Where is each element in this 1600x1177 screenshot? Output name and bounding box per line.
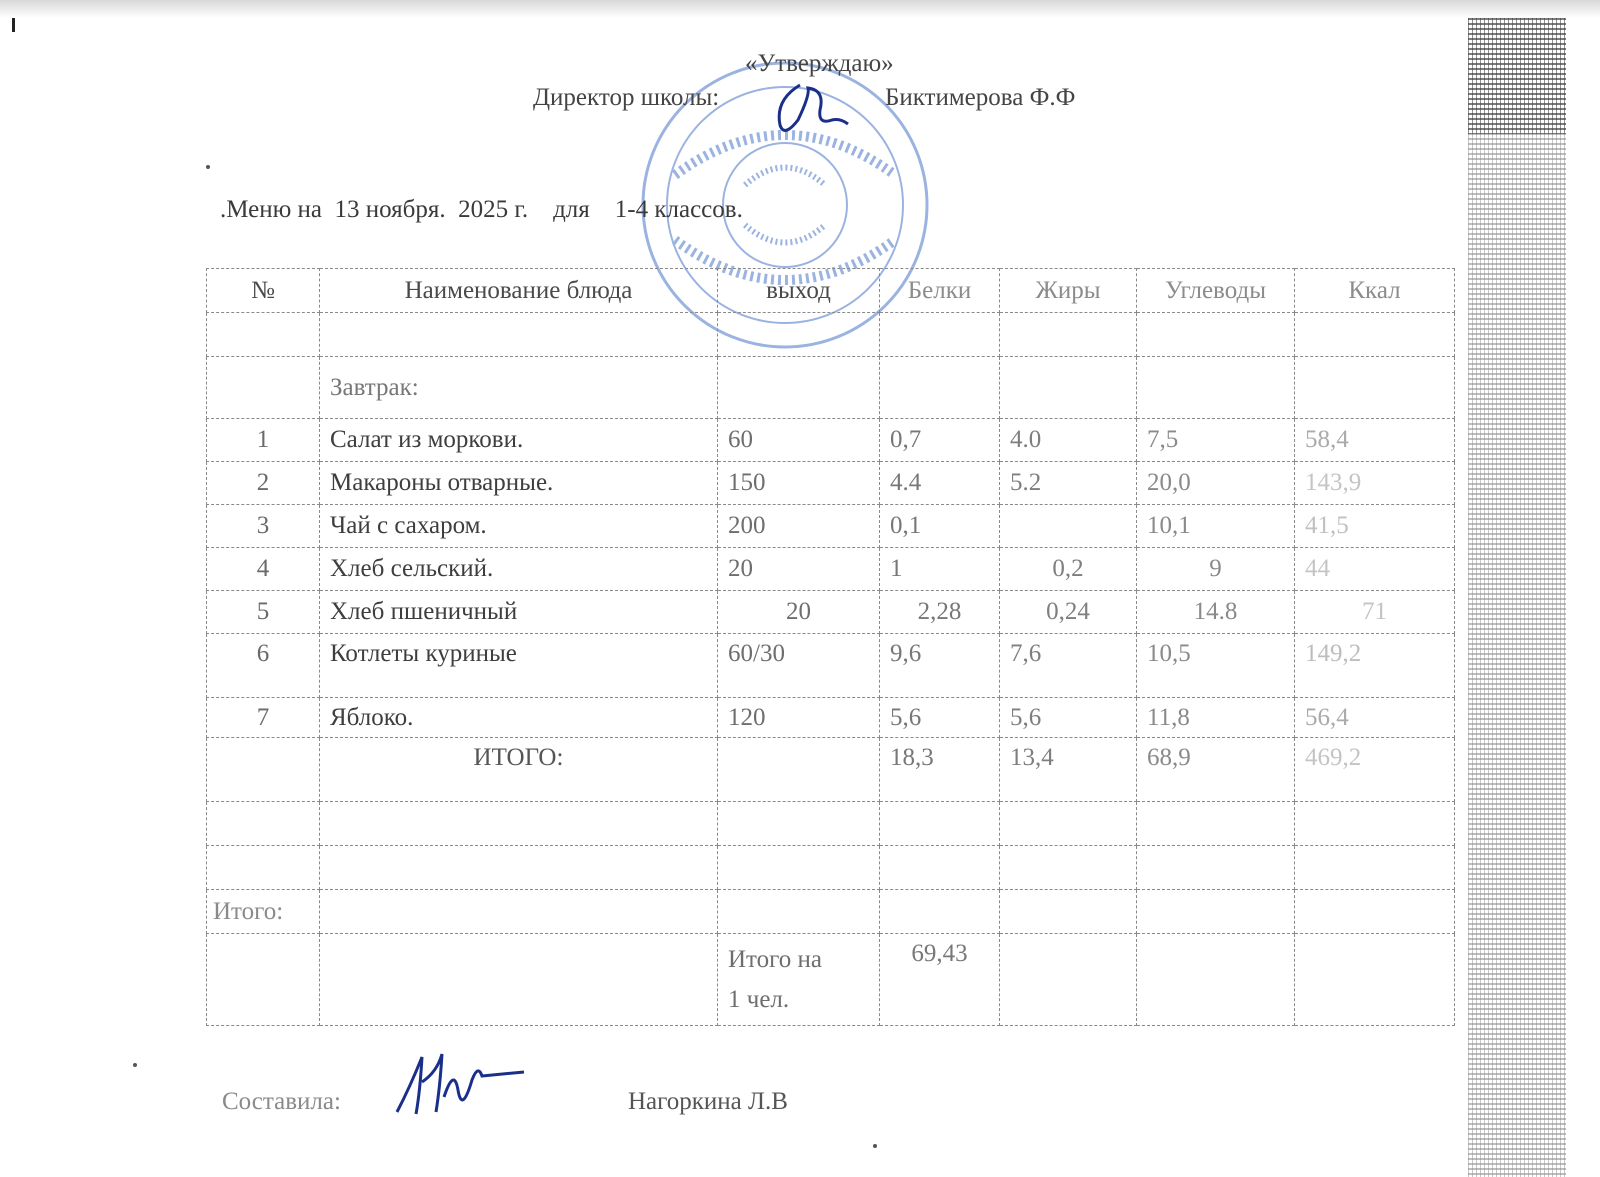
row-dish: Макароны отварные.: [320, 462, 718, 505]
row-protein: 2,28: [880, 591, 1000, 634]
per-person-label-line2: 1 чел.: [728, 986, 790, 1013]
row-protein: 0,1: [880, 505, 1000, 548]
header-fat: Жиры: [1000, 269, 1137, 313]
row-protein: 1: [880, 548, 1000, 591]
table-empty-row: [207, 802, 1455, 846]
row-carbs: 9: [1137, 548, 1295, 591]
director-name: Биктимерова Ф.Ф: [885, 84, 1076, 111]
header-kcal: Ккал: [1295, 269, 1455, 313]
approve-heading: «Утверждаю»: [745, 50, 894, 77]
total-label: ИТОГО:: [320, 738, 718, 802]
menu-table: [206, 268, 1455, 1026]
row-fat: 5,6: [1000, 698, 1137, 738]
table-empty-row: [207, 313, 1455, 357]
page-top-shadow: [0, 0, 1600, 18]
scan-edge-noise: [1468, 18, 1566, 1177]
per-person-value: 69,43: [880, 934, 1000, 1026]
row-carbs: 10,1: [1137, 505, 1295, 548]
row-num: 6: [207, 634, 320, 698]
row-output: 20: [718, 591, 880, 634]
row-protein: 4.4: [880, 462, 1000, 505]
row-fat: 5.2: [1000, 462, 1137, 505]
table-row: [207, 548, 1455, 591]
row-dish: Котлеты куриные: [320, 634, 718, 698]
table-row: [207, 591, 1455, 634]
row-fat: 0,24: [1000, 591, 1137, 634]
row-carbs: 7,5: [1137, 419, 1295, 462]
table-header-row: [207, 269, 1455, 313]
row-fat: 4.0: [1000, 419, 1137, 462]
director-label: Директор школы:: [533, 84, 720, 111]
row-dish: Хлеб пшеничный: [320, 591, 718, 634]
table-row: [207, 462, 1455, 505]
row-num: 7: [207, 698, 320, 738]
header-protein: Белки: [880, 269, 1000, 313]
row-kcal: 143,9: [1295, 462, 1455, 505]
row-protein: 0,7: [880, 419, 1000, 462]
row-dish: Яблоко.: [320, 698, 718, 738]
itogo-row: [207, 890, 1455, 934]
row-kcal: 149,2: [1295, 634, 1455, 698]
row-num: 2: [207, 462, 320, 505]
row-dish: Хлеб сельский.: [320, 548, 718, 591]
table-row: [207, 698, 1455, 738]
row-protein: 9,6: [880, 634, 1000, 698]
header-output: выход: [718, 269, 880, 313]
row-kcal: 56,4: [1295, 698, 1455, 738]
row-carbs: 10,5: [1137, 634, 1295, 698]
total-protein: 18,3: [880, 738, 1000, 802]
total-row: [207, 738, 1455, 802]
row-kcal: 41,5: [1295, 505, 1455, 548]
row-num: 1: [207, 419, 320, 462]
composed-by-label: Составила:: [222, 1088, 341, 1115]
table-row: [207, 419, 1455, 462]
per-person-label: [718, 934, 880, 1026]
menu-title: .Меню на 13 ноября. 2025 г. для 1-4 классов.: [220, 196, 743, 223]
per-person-row: [207, 934, 1455, 1026]
composed-by-name: Нагоркина Л.В: [628, 1088, 788, 1115]
itogo-small-label: Итого:: [207, 890, 320, 934]
row-output: 60: [718, 419, 880, 462]
total-fat: 13,4: [1000, 738, 1137, 802]
director-signature: [770, 80, 860, 140]
total-carbs: 68,9: [1137, 738, 1295, 802]
compiler-signature: [392, 1042, 527, 1122]
table-empty-row: [207, 846, 1455, 890]
per-person-label-line1: Итого на: [728, 946, 823, 973]
row-fat: 7,6: [1000, 634, 1137, 698]
row-output: 120: [718, 698, 880, 738]
section-breakfast: Завтрак:: [320, 357, 718, 419]
row-output: 60/30: [718, 634, 880, 698]
scan-speck: [873, 1144, 877, 1148]
header-num: №: [207, 269, 320, 313]
scan-corner-mark: [12, 18, 15, 32]
row-kcal: 44: [1295, 548, 1455, 591]
table-row: [207, 634, 1455, 698]
row-output: 200: [718, 505, 880, 548]
scan-speck: [206, 165, 210, 169]
row-fat: 0,2: [1000, 548, 1137, 591]
row-carbs: 11,8: [1137, 698, 1295, 738]
row-dish: Салат из моркови.: [320, 419, 718, 462]
row-dish: Чай с сахаром.: [320, 505, 718, 548]
header-dish: Наименование блюда: [320, 269, 718, 313]
row-output: 20: [718, 548, 880, 591]
row-output: 150: [718, 462, 880, 505]
row-num: 3: [207, 505, 320, 548]
row-kcal: 71: [1295, 591, 1455, 634]
row-carbs: 14.8: [1137, 591, 1295, 634]
row-carbs: 20,0: [1137, 462, 1295, 505]
section-row: [207, 357, 1455, 419]
header-carbs: Углеводы: [1137, 269, 1295, 313]
row-kcal: 58,4: [1295, 419, 1455, 462]
row-num: 5: [207, 591, 320, 634]
row-protein: 5,6: [880, 698, 1000, 738]
total-kcal: 469,2: [1295, 738, 1455, 802]
row-fat: [1000, 505, 1137, 548]
table-row: [207, 505, 1455, 548]
row-num: 4: [207, 548, 320, 591]
scan-speck: [133, 1063, 137, 1067]
